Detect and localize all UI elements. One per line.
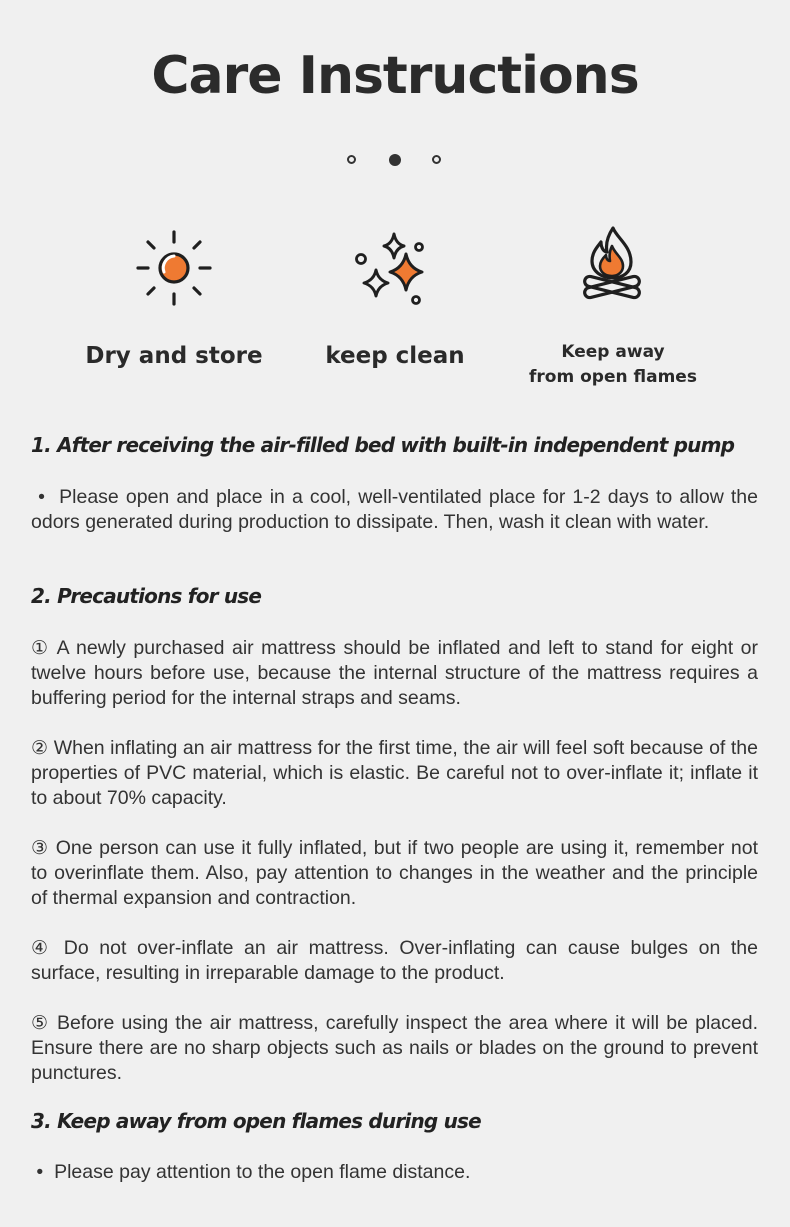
sun-icon [134,228,214,308]
bullet: • [36,1161,44,1183]
sparkles-icon [352,230,432,310]
item-number: ⑤ [31,1012,50,1034]
keep-away-label-line1: Keep away [561,342,665,362]
item-number: ③ [31,837,50,859]
carousel-dot[interactable] [347,155,356,164]
precaution-text: When inflating an air mattress for the first time, the air will feel soft because of the properties of PVC material, which is elastic. Be careful not to over-inflate it; inflate it to about 70% capacity. [31,737,758,809]
precaution-item [31,736,758,811]
item-number: ② [31,737,49,759]
section-1-body: Please open and place in a cool, well-ventilated place for 1-2 days to allow the odors generated during production to dissipate. Then, wash it clean with water. [31,486,758,533]
section-heading-2: 2. Precautions for use [31,584,262,608]
page-title: Care Instructions [151,46,639,106]
carousel-dots [0,155,790,169]
campfire-icon [577,224,647,310]
keep-away-label [513,340,713,390]
section-heading-3: 3. Keep away from open flames during use [31,1109,481,1133]
precaution-text: A newly purchased air mattress should be inflated and left to stand for eight or twelve hours before use, because the internal structure of the mattress requires a buffering period for the internal straps and seams. [31,637,759,709]
precaution-text: Do not over-inflate an air mattress. Over-inflating can cause bulges on the surface, resulting in irreparable damage to the product. [31,937,758,984]
section-3-body: Please pay attention to the open flame distance. [54,1161,471,1183]
item-number: ④ [31,937,54,959]
section-1-text [31,485,758,535]
precaution-text: Before using the air mattress, carefully inspect the area where it will be placed. Ensure there are no sharp objects such as nails or blades on the ground to prevent punctures. [31,1012,758,1084]
bullet: • [38,486,45,508]
dry-and-store-label: Dry and store [85,343,263,369]
precaution-item [31,836,758,911]
keep-away-label-line2: from open flames [529,367,697,387]
item-number: ① [31,637,51,659]
carousel-dot-active[interactable] [389,154,401,166]
precaution-item [31,1011,758,1086]
section-heading-1: 1. After receiving the air-filled bed with built-in independent pump [31,433,735,457]
precaution-text: One person can use it fully inflated, but if two people are using it, remember not to overinflate them. Also, pay attention to changes in the weather and the principle of thermal expansion and contraction. [31,837,758,909]
keep-clean-label: keep clean [325,343,465,369]
precaution-item [31,636,758,711]
section-3-text [31,1160,758,1185]
precaution-item [31,936,758,986]
carousel-dot[interactable] [432,155,441,164]
